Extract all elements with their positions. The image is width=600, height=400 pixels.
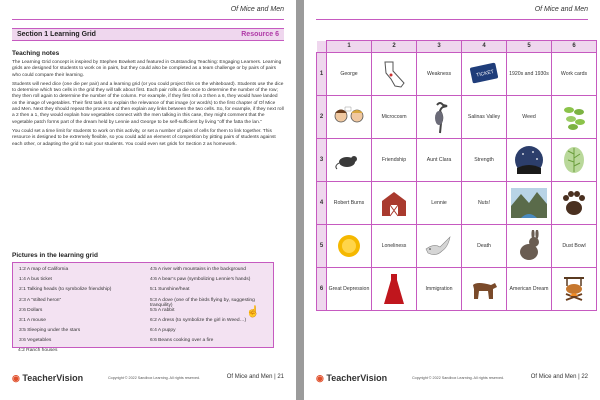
picture-item: 4:6 A bear’s paw (symbolizing Lennie’s hands)	[150, 277, 251, 283]
grid-cell-text: Death	[477, 242, 491, 249]
grid-cell	[507, 182, 552, 225]
running-head: Of Mice and Men	[534, 6, 588, 13]
puppy-icon	[462, 275, 506, 303]
grid-cell-text: Work cards	[560, 70, 588, 77]
pictures-column-left	[19, 267, 139, 349]
grid-cell-text: Aunt Clara	[426, 156, 452, 163]
copyright: Copyright © 2022 Sandbox Learning. All rights reserved.	[108, 376, 201, 380]
campfire-beans-icon	[552, 274, 596, 304]
bear-paw-icon	[552, 188, 596, 218]
grid-column-number: 5	[507, 41, 552, 53]
pictures-list-box	[12, 262, 274, 348]
section-title: Section 1 Learning Grid	[17, 31, 96, 38]
grid-cell	[417, 225, 462, 268]
grid-cell	[552, 225, 597, 268]
rabbit-icon	[507, 230, 551, 262]
page-footer: Of Mice and Men | 21	[226, 374, 284, 380]
grid-cell	[462, 225, 507, 268]
left-page	[0, 0, 296, 400]
picture-item: 5:3 A dove (one of the birds flying by, suggesting tranquility)	[150, 297, 255, 309]
grid-cell	[552, 268, 597, 311]
grid-cell	[462, 53, 507, 96]
picture-item: 3:6 Vegetables	[19, 338, 52, 344]
grid-cell	[507, 96, 552, 139]
night-sky-icon	[507, 144, 551, 176]
grid-cell	[372, 225, 417, 268]
grid-cell-text: Great Depression	[328, 285, 370, 292]
grid-row	[317, 182, 597, 225]
grid-cell	[417, 53, 462, 96]
grid-column-header-row	[317, 41, 597, 53]
grid-cell-text: Immigration	[425, 285, 453, 292]
grid-cell-text: Weed	[522, 113, 536, 120]
picture-item: 4:5 A river with mountains in the background	[150, 267, 246, 272]
grid-row	[317, 96, 597, 139]
resource-label: Resource 6	[241, 31, 279, 38]
grid-cell-text: 1920s and 1930s	[509, 70, 549, 77]
grid-corner	[317, 41, 327, 53]
grid-cell-text: Robert Burns	[333, 199, 365, 206]
picture-item: 4:2 Ranch houses	[18, 348, 58, 353]
grid-cell	[417, 182, 462, 225]
header-rule	[12, 19, 284, 20]
learning-grid	[316, 40, 597, 311]
grid-cell	[462, 139, 507, 182]
grid-cell-text: Microcosm	[381, 113, 407, 120]
picture-item: 5:1 Sunshine/heat	[150, 287, 190, 293]
grid-cell	[507, 139, 552, 182]
mouse-icon	[327, 150, 371, 170]
picture-item: 1:2 A map of California	[19, 267, 69, 272]
grid-cell	[327, 268, 372, 311]
grid-cell	[462, 182, 507, 225]
hand-cursor-icon: ☝	[246, 306, 260, 318]
pictures-heading: Pictures in the learning grid	[12, 252, 98, 259]
grid-cell	[462, 96, 507, 139]
logo-text: TeacherVision	[22, 373, 84, 383]
grid-row	[317, 139, 597, 182]
grid-cell-text: Dust Bowl	[562, 242, 586, 249]
grid-column-number: 2	[372, 41, 417, 53]
grid-cell	[327, 225, 372, 268]
picture-item: 2:1 Talking heads (to symbolize friendship)	[19, 287, 112, 293]
picture-item: 6:4 A puppy	[150, 328, 176, 334]
grid-row-number: 3	[317, 139, 327, 182]
grid-cell	[507, 268, 552, 311]
grid-cell	[552, 182, 597, 225]
grid-cell-text: Loneliness	[381, 242, 407, 249]
grid-cell	[372, 182, 417, 225]
vegetables-icon	[552, 144, 596, 176]
picture-item: 5:5 A rabbit	[150, 307, 175, 313]
grid-row	[317, 225, 597, 268]
grid-row	[317, 53, 597, 96]
grid-cell	[372, 96, 417, 139]
grid-cell	[417, 96, 462, 139]
grid-cell-text: Lennie	[431, 199, 447, 206]
grid-cell-text: Weakness	[426, 70, 452, 77]
grid-cell	[507, 225, 552, 268]
picture-item: 6:2 A dress (to symbolize the girl in Weed…)	[150, 317, 247, 323]
grid-cell	[372, 53, 417, 96]
talking-heads-icon	[327, 104, 371, 130]
california-map-icon	[372, 59, 416, 89]
grid-cell	[327, 182, 372, 225]
teaching-notes-heading: Teaching notes	[12, 50, 60, 57]
header-rule	[316, 19, 588, 20]
grid-cell	[417, 268, 462, 311]
notes-paragraph: The Learning Grid concept is inspired by Stephen Bowkett and featured in Outstanding Teaching: Engaging Learners. Learning grids are designed for students to work on in pairs, but they could also be completed as a team challenge or by pairs of pairs who could compare their learning.	[12, 60, 282, 78]
grid-cell	[507, 53, 552, 96]
picture-item: 2:6 Dollars	[19, 307, 43, 313]
logo-text: TeacherVision	[326, 373, 388, 383]
right-page	[304, 0, 600, 400]
grid-column-number: 3	[417, 41, 462, 53]
heron-icon	[417, 99, 461, 135]
dollars-icon	[552, 102, 596, 132]
picture-item: 3:5 Sleeping under the stars	[19, 328, 81, 334]
bus-ticket-icon	[462, 61, 506, 87]
grid-row-number: 5	[317, 225, 327, 268]
notes-paragraph: You could set a time limit for students to work on this activity, or set a number of pairs of cells for them to link together. This resource is designed to be extremely flexible, so you could add an element of competition by pitting pairs of students against each other, or adapting the grid to suit your students. You could even set grids for Section 2 as homework.	[12, 128, 276, 147]
teachervision-logo[interactable]: ◉ TeacherVision	[316, 373, 388, 383]
grid-row-number: 4	[317, 182, 327, 225]
grid-row-number: 2	[317, 96, 327, 139]
grid-cell	[552, 139, 597, 182]
grid-cell	[462, 268, 507, 311]
grid-cell-text: Nuts!	[477, 199, 491, 206]
grid-cell	[552, 96, 597, 139]
grid-cell-text: Strength	[474, 156, 494, 163]
grid-row-number: 1	[317, 53, 327, 96]
copyright: Copyright © 2022 Sandbox Learning. All rights reserved.	[412, 376, 505, 380]
running-head: Of Mice and Men	[230, 6, 284, 13]
red-dress-icon	[372, 272, 416, 306]
grid-cell-text: Friendship	[381, 156, 407, 163]
grid-cell	[417, 139, 462, 182]
svg-text:TICKET: TICKET	[475, 69, 495, 79]
grid-cell-text: Salinas Valley	[467, 113, 501, 120]
grid-cell	[327, 139, 372, 182]
grid-cell-text: George	[340, 70, 358, 77]
grid-cell	[327, 53, 372, 96]
grid-cell	[372, 139, 417, 182]
picture-item: 6:6 Beans cooking over a fire	[150, 338, 214, 344]
grid-cell	[327, 96, 372, 139]
grid-column-number: 4	[462, 41, 507, 53]
picture-item: 1:4 A bus ticket	[19, 277, 52, 283]
notes-paragraph: Students will need dice (one die per pair) and a learning grid (or you could project this on the whiteboard). Students use the dice to determine which two cells in the grid they will talk about first. Each pair rolls a die once to determine the number of the row; they then roll again to determine the number of the column. For example, if they first roll a 3 then a 6, they would have landed on the image of vegetables. Their first task is to explain the relevance of that image (or word/s) to the first chapter of Of Mice and Men. Next they should repeat the process and then explain any links between the two cells. So, for example, if they next roll a 2 then a 1, they would explain how vegetables connect with the men talking in this case, they might comment that the vegetable patch forms part of the dream held by Lennie and George to be self-sufficient by living “off the fatta the lan.”	[12, 81, 284, 125]
grid-cell-text: American Dream	[509, 285, 549, 292]
river-mountains-icon	[507, 188, 551, 218]
teachervision-logo[interactable]: ◉ TeacherVision	[12, 373, 84, 383]
sun-icon	[327, 232, 371, 260]
teaching-notes	[12, 60, 284, 151]
grid-cell	[552, 53, 597, 96]
ranch-house-icon	[372, 188, 416, 218]
grid-row-number: 6	[317, 268, 327, 311]
grid-cell	[372, 268, 417, 311]
picture-item: 2:3 A “stilted heron”	[19, 297, 62, 303]
page-footer: Of Mice and Men | 22	[530, 374, 588, 380]
dove-icon	[417, 233, 461, 259]
picture-item: 3:1 A mouse	[19, 317, 46, 323]
grid-column-number: 6	[552, 41, 597, 53]
grid-row	[317, 268, 597, 311]
section-bar	[12, 28, 284, 41]
grid-column-number: 1	[327, 41, 372, 53]
